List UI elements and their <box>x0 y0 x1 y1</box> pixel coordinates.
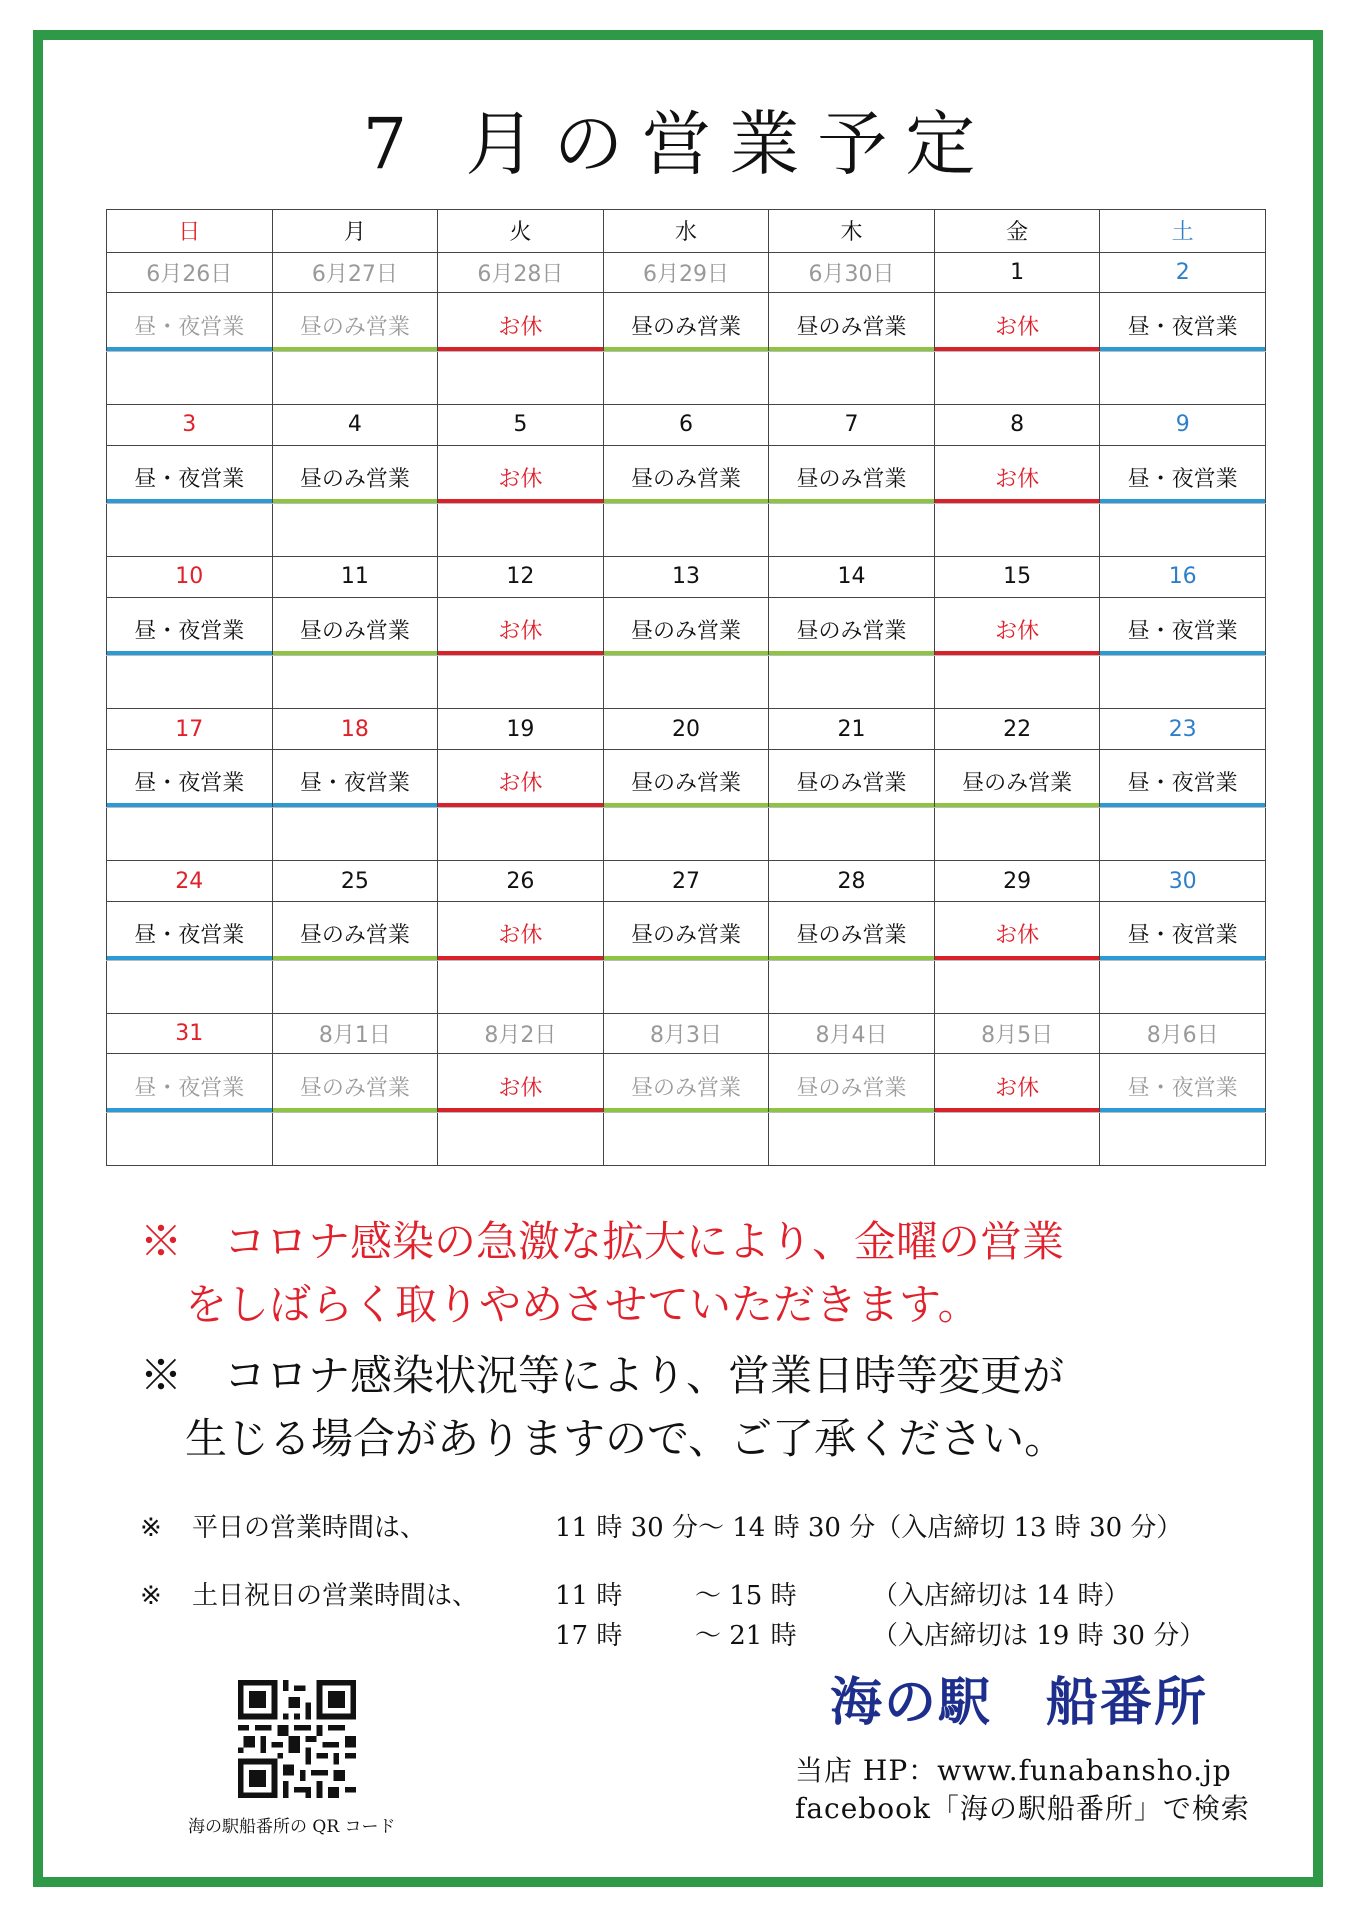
notice-friday-closure <box>140 1210 1064 1336</box>
day-date: 6月27日 <box>272 252 438 293</box>
day-status-label: 昼のみ営業 <box>630 618 741 644</box>
day-date: 13 <box>603 557 769 598</box>
day-status-label: 昼のみ営業 <box>796 771 907 797</box>
weekday-header: 金 <box>934 210 1100 253</box>
homepage-link[interactable]: 当店 HP：www.funabansho.jp <box>795 1754 1232 1787</box>
day-status-lunch <box>603 902 769 960</box>
date-row <box>107 557 1266 598</box>
day-date: 4 <box>272 404 438 445</box>
day-empty-cell <box>769 503 935 556</box>
day-empty-cell <box>934 503 1100 556</box>
weekend-label: 土日祝日の営業時間は、 <box>192 1581 479 1611</box>
day-status-lunch <box>603 293 769 351</box>
weekday-label: 平日の営業時間は、 <box>192 1513 427 1543</box>
facebook-search-text: facebook「海の駅船番所」で検索 <box>795 1792 1250 1825</box>
day-status-label: 昼のみ営業 <box>299 466 410 492</box>
day-date: 10 <box>107 557 273 598</box>
day-status-lunch <box>769 902 935 960</box>
day-status-label: 昼・夜営業 <box>1127 771 1238 797</box>
notice-black-line1: ※ コロナ感染状況等により、営業日時等変更が <box>140 1351 1065 1400</box>
day-status-lunch <box>272 445 438 503</box>
day-empty-cell <box>769 960 935 1013</box>
date-row <box>107 861 1266 902</box>
day-status-label: お休 <box>498 314 543 340</box>
day-date: 6 <box>603 404 769 445</box>
day-empty-cell <box>272 656 438 709</box>
notice-red-line2: をしばらく取りやめさせていただきます。 <box>185 1280 980 1329</box>
day-empty-cell <box>769 351 935 404</box>
day-status-label: 昼のみ営業 <box>630 771 741 797</box>
day-date: 6月30日 <box>769 252 935 293</box>
day-status-label: お休 <box>498 771 543 797</box>
day-status-label: お休 <box>995 923 1040 949</box>
day-date: 25 <box>272 861 438 902</box>
day-status-label: 昼・夜営業 <box>1127 923 1238 949</box>
weekend-mark: ※ <box>140 1581 162 1611</box>
day-empty-cell <box>107 1112 273 1165</box>
day-empty-cell <box>272 960 438 1013</box>
day-status-both <box>1100 445 1266 503</box>
day-date: 29 <box>934 861 1100 902</box>
day-status-both <box>1100 902 1266 960</box>
status-row <box>107 902 1266 960</box>
date-row <box>107 1013 1266 1054</box>
day-empty-cell <box>107 808 273 861</box>
day-empty-cell <box>603 808 769 861</box>
day-status-label: 昼のみ営業 <box>299 923 410 949</box>
day-status-label: 昼のみ営業 <box>630 466 741 492</box>
day-status-label: 昼のみ営業 <box>796 923 907 949</box>
weekend-row1-end: ～ 15 時 <box>695 1581 797 1611</box>
day-status-lunch <box>272 597 438 655</box>
day-status-label: お休 <box>498 923 543 949</box>
day-status-both <box>272 749 438 807</box>
spacer-row <box>107 503 1266 556</box>
day-status-lunch <box>272 1054 438 1112</box>
weekday-header: 火 <box>438 210 604 253</box>
day-empty-cell <box>603 1112 769 1165</box>
day-date: 11 <box>272 557 438 598</box>
day-status-lunch <box>603 597 769 655</box>
day-status-label: 昼・夜営業 <box>134 618 245 644</box>
day-status-label: お休 <box>498 1075 543 1101</box>
day-status-label: 昼・夜営業 <box>134 314 245 340</box>
day-status-both <box>107 902 273 960</box>
day-date: 27 <box>603 861 769 902</box>
day-empty-cell <box>934 1112 1100 1165</box>
day-empty-cell <box>769 656 935 709</box>
day-empty-cell <box>1100 808 1266 861</box>
day-status-label: 昼のみ営業 <box>796 1075 907 1101</box>
day-empty-cell <box>438 1112 604 1165</box>
day-status-label: 昼のみ営業 <box>630 1075 741 1101</box>
day-date: 16 <box>1100 557 1266 598</box>
calendar-table <box>106 209 1266 1166</box>
day-status-both <box>107 749 273 807</box>
day-empty-cell <box>1100 503 1266 556</box>
weekday-header: 木 <box>769 210 935 253</box>
day-status-off <box>438 902 604 960</box>
day-status-label: 昼のみ営業 <box>630 314 741 340</box>
day-empty-cell <box>603 503 769 556</box>
weekday-header: 月 <box>272 210 438 253</box>
day-empty-cell <box>603 351 769 404</box>
day-status-label: お休 <box>995 314 1040 340</box>
day-empty-cell <box>934 351 1100 404</box>
day-status-label: 昼・夜営業 <box>134 466 245 492</box>
weekday-header: 土 <box>1100 210 1266 253</box>
day-date: 24 <box>107 861 273 902</box>
day-date: 8月3日 <box>603 1013 769 1054</box>
day-date: 14 <box>769 557 935 598</box>
day-status-label: 昼のみ営業 <box>299 314 410 340</box>
day-status-lunch <box>769 293 935 351</box>
day-status-label: 昼のみ営業 <box>299 1075 410 1101</box>
day-status-lunch <box>272 293 438 351</box>
day-empty-cell <box>1100 960 1266 1013</box>
day-status-lunch <box>769 597 935 655</box>
day-status-off <box>934 445 1100 503</box>
day-status-off <box>934 597 1100 655</box>
day-empty-cell <box>934 960 1100 1013</box>
day-empty-cell <box>438 960 604 1013</box>
day-empty-cell <box>107 351 273 404</box>
day-date: 3 <box>107 404 273 445</box>
day-date: 9 <box>1100 404 1266 445</box>
day-status-off <box>438 445 604 503</box>
day-date: 1 <box>934 252 1100 293</box>
day-status-label: お休 <box>498 466 543 492</box>
day-status-both <box>1100 1054 1266 1112</box>
day-status-both <box>107 1054 273 1112</box>
day-status-off <box>934 902 1100 960</box>
day-status-label: お休 <box>995 466 1040 492</box>
day-status-off <box>934 1054 1100 1112</box>
day-status-label: 昼のみ営業 <box>299 618 410 644</box>
spacer-row <box>107 808 1266 861</box>
day-status-both <box>107 597 273 655</box>
day-empty-cell <box>603 960 769 1013</box>
day-date: 5 <box>438 404 604 445</box>
qr-code-icon[interactable] <box>238 1680 356 1798</box>
day-empty-cell <box>438 808 604 861</box>
day-status-lunch <box>603 749 769 807</box>
day-status-off <box>438 597 604 655</box>
day-empty-cell <box>107 960 273 1013</box>
day-status-lunch <box>769 1054 935 1112</box>
weekend-row1-start: 11 時 <box>555 1581 623 1611</box>
day-status-label: 昼・夜営業 <box>134 771 245 797</box>
day-empty-cell <box>438 503 604 556</box>
status-row <box>107 445 1266 503</box>
day-empty-cell <box>272 351 438 404</box>
day-date: 8月2日 <box>438 1013 604 1054</box>
day-date: 8月1日 <box>272 1013 438 1054</box>
day-status-label: お休 <box>498 618 543 644</box>
day-empty-cell <box>769 1112 935 1165</box>
weekday-time: 11 時 30 分～ 14 時 30 分（入店締切 13 時 30 分） <box>555 1513 1183 1543</box>
day-date: 22 <box>934 709 1100 750</box>
day-empty-cell <box>438 656 604 709</box>
day-date: 30 <box>1100 861 1266 902</box>
day-empty-cell <box>1100 656 1266 709</box>
day-status-label: 昼・夜営業 <box>1127 466 1238 492</box>
day-status-lunch <box>769 445 935 503</box>
day-status-label: 昼のみ営業 <box>796 466 907 492</box>
day-date: 6月29日 <box>603 252 769 293</box>
day-status-label: お休 <box>995 1075 1040 1101</box>
date-row <box>107 252 1266 293</box>
notice-schedule-change <box>140 1344 1066 1470</box>
day-empty-cell <box>769 808 935 861</box>
day-status-label: 昼・夜営業 <box>134 923 245 949</box>
day-status-lunch <box>603 1054 769 1112</box>
date-row <box>107 404 1266 445</box>
day-status-label: 昼・夜営業 <box>134 1075 245 1101</box>
day-status-both <box>107 445 273 503</box>
day-date: 7 <box>769 404 935 445</box>
day-date: 18 <box>272 709 438 750</box>
day-status-label: 昼のみ営業 <box>796 618 907 644</box>
day-status-lunch <box>934 749 1100 807</box>
day-status-label: 昼・夜営業 <box>1127 314 1238 340</box>
day-empty-cell <box>272 503 438 556</box>
spacer-row <box>107 351 1266 404</box>
qr-caption: 海の駅船番所の QR コード <box>188 1817 396 1837</box>
spacer-row <box>107 960 1266 1013</box>
day-date: 28 <box>769 861 935 902</box>
day-empty-cell <box>934 656 1100 709</box>
day-empty-cell <box>603 656 769 709</box>
day-date: 8月4日 <box>769 1013 935 1054</box>
day-empty-cell <box>272 808 438 861</box>
day-status-label: 昼のみ営業 <box>796 314 907 340</box>
day-date: 8 <box>934 404 1100 445</box>
day-status-off <box>438 293 604 351</box>
notice-red-line1: ※ コロナ感染の急激な拡大により、金曜の営業 <box>140 1217 1065 1266</box>
day-status-label: お休 <box>995 618 1040 644</box>
day-status-label: 昼・夜営業 <box>1127 618 1238 644</box>
page-title: 7 月の営業予定 <box>362 103 994 185</box>
day-date: 23 <box>1100 709 1266 750</box>
day-date: 26 <box>438 861 604 902</box>
day-empty-cell <box>934 808 1100 861</box>
day-date: 6月28日 <box>438 252 604 293</box>
day-status-label: 昼のみ営業 <box>962 771 1073 797</box>
day-date: 19 <box>438 709 604 750</box>
day-status-both <box>1100 597 1266 655</box>
day-date: 21 <box>769 709 935 750</box>
weekday-mark: ※ <box>140 1513 162 1543</box>
day-empty-cell <box>438 351 604 404</box>
date-row <box>107 709 1266 750</box>
status-row <box>107 749 1266 807</box>
notice-black-line2: 生じる場合がありますので、ご了承ください。 <box>185 1414 1067 1463</box>
weekend-row2-note: （入店締切は 19 時 30 分） <box>872 1621 1206 1651</box>
weekday-header-row <box>107 210 1266 253</box>
status-row <box>107 597 1266 655</box>
weekday-header: 水 <box>603 210 769 253</box>
day-status-lunch <box>769 749 935 807</box>
day-date: 12 <box>438 557 604 598</box>
day-date: 8月5日 <box>934 1013 1100 1054</box>
day-empty-cell <box>1100 1112 1266 1165</box>
day-status-both <box>107 293 273 351</box>
day-status-label: 昼・夜営業 <box>1127 1075 1238 1101</box>
day-empty-cell <box>1100 351 1266 404</box>
day-status-both <box>1100 749 1266 807</box>
day-date: 8月6日 <box>1100 1013 1266 1054</box>
day-status-label: 昼・夜営業 <box>299 771 410 797</box>
day-empty-cell <box>107 503 273 556</box>
day-date: 31 <box>107 1013 273 1054</box>
day-empty-cell <box>107 656 273 709</box>
status-row <box>107 293 1266 351</box>
day-status-label: 昼のみ営業 <box>630 923 741 949</box>
day-empty-cell <box>272 1112 438 1165</box>
day-status-lunch <box>272 902 438 960</box>
spacer-row <box>107 656 1266 709</box>
day-status-lunch <box>603 445 769 503</box>
day-date: 6月26日 <box>107 252 273 293</box>
day-status-off <box>438 1054 604 1112</box>
contact-info <box>795 1752 1250 1828</box>
spacer-row <box>107 1112 1266 1165</box>
status-row <box>107 1054 1266 1112</box>
weekend-row2-start: 17 時 <box>555 1621 623 1651</box>
weekend-row1-note: （入店締切は 14 時） <box>872 1581 1130 1611</box>
day-date: 17 <box>107 709 273 750</box>
day-status-off <box>934 293 1100 351</box>
day-date: 2 <box>1100 252 1266 293</box>
day-status-both <box>1100 293 1266 351</box>
shop-brand-name: 海の駅 船番所 <box>830 1673 1209 1733</box>
day-date: 15 <box>934 557 1100 598</box>
weekday-header: 日 <box>107 210 273 253</box>
day-date: 20 <box>603 709 769 750</box>
weekend-row2-end: ～ 21 時 <box>695 1621 797 1651</box>
day-status-off <box>438 749 604 807</box>
